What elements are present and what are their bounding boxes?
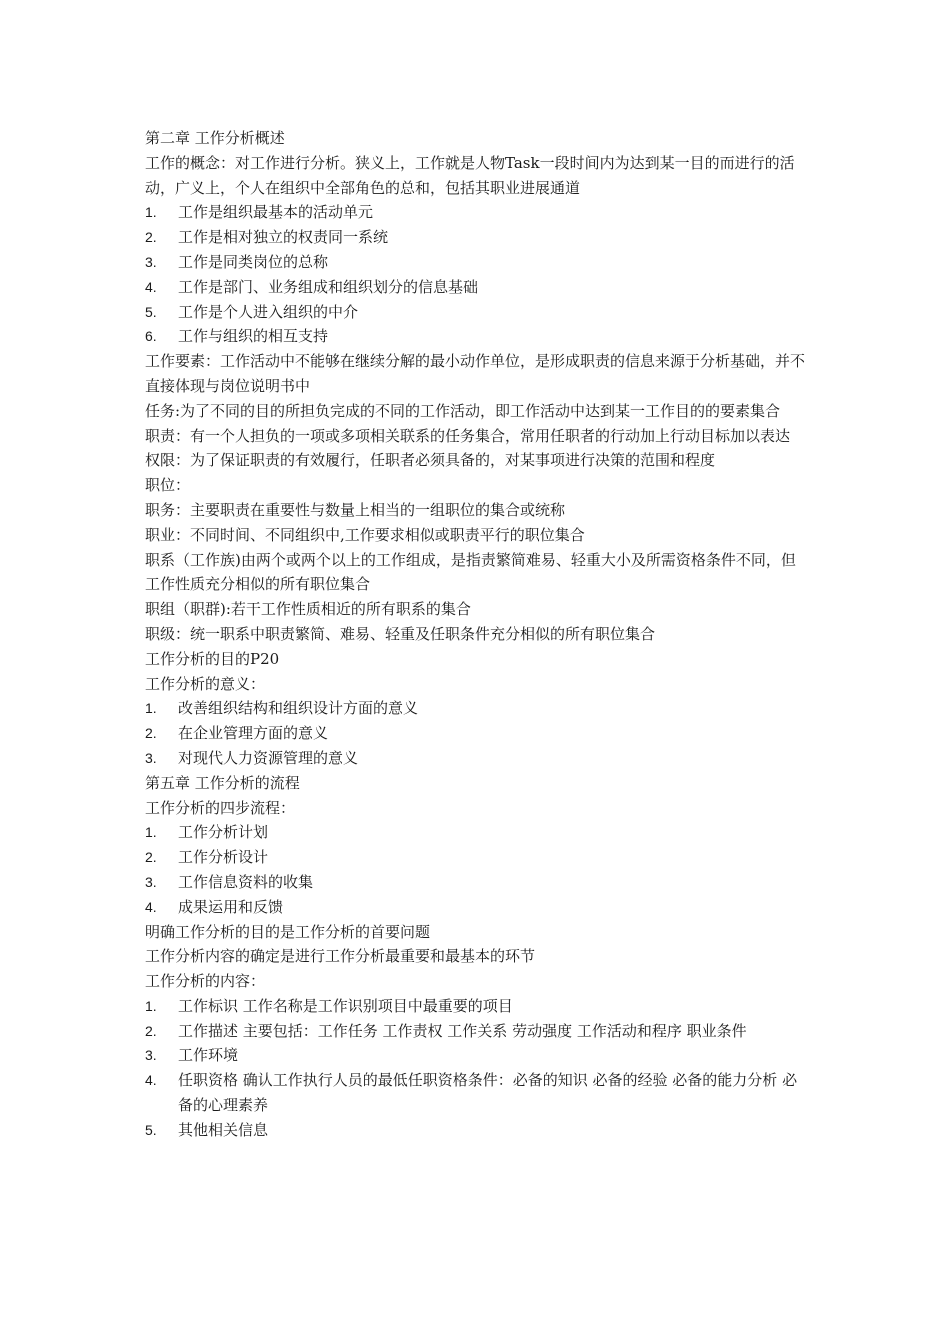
list-item: [145, 225, 810, 250]
list-item: [145, 250, 810, 275]
list-item-text: 工作环境: [178, 1046, 239, 1065]
list-item-text: 其他相关信息: [178, 1120, 269, 1139]
list-item-number: 1.: [145, 824, 157, 841]
list-item-number: 1.: [145, 700, 157, 717]
paragraph: 职业：不同时间、不同组织中,工作要求相似或职责平行的职位集合: [145, 525, 585, 544]
list-item-text: 任职资格 确认工作执行人员的最低任职资格条件：必备的知识 必备的经验 必备的能力分析 必备的心理素养: [178, 1071, 798, 1115]
list-item-number: 3.: [145, 1047, 157, 1064]
list-item: [145, 1043, 810, 1068]
list-item-number: 2.: [145, 849, 157, 866]
list-item-text: 工作分析设计: [178, 848, 269, 867]
list-item-number: 1.: [145, 997, 157, 1014]
paragraph: 职责：有一个人担负的一项或多项相关联系的任务集合，常用任职者的行动加上行动目标加以表达: [145, 426, 791, 445]
list-item: [145, 696, 810, 721]
list-item: [145, 820, 810, 845]
list-item: [145, 845, 810, 870]
list-item: [145, 324, 810, 349]
list-item-text: 在企业管理方面的意义: [178, 724, 329, 743]
list-item-text: 工作信息资料的收集: [178, 872, 314, 891]
list-item: [145, 870, 810, 895]
list-item-number: 2.: [145, 1022, 157, 1039]
list-item-number: 3.: [145, 749, 157, 766]
list-item-text: 工作分析计划: [178, 823, 269, 842]
list-item: [145, 746, 810, 771]
paragraph: 职务：主要职责在重要性与数量上相当的一组职位的集合或统称: [145, 500, 566, 519]
paragraph: 工作分析的目的P20: [145, 649, 280, 668]
list-item: [145, 1118, 810, 1143]
paragraph: 工作的概念：对工作进行分析。狭义上，工作就是人物Task一段时间内为达到某一目的而进行的活动，广义上，个人在组织中全部角色的总和，包括其职业进展通道: [145, 153, 795, 197]
list-item-number: 5.: [145, 303, 157, 320]
list-item-text: 工作是相对独立的权责同一系统: [178, 228, 389, 247]
list-item-text: 工作标识 工作名称是工作识别项目中最重要的项目: [178, 996, 513, 1015]
list-item: [145, 200, 810, 225]
list-item-number: 5.: [145, 1121, 157, 1138]
paragraph: 权限：为了保证职责的有效履行，任职者必须具备的，对某事项进行决策的范围和程度: [145, 451, 716, 470]
list-item-text: 工作是个人进入组织的中介: [178, 302, 359, 321]
paragraph: 工作分析的意义：: [145, 674, 266, 693]
list-item-number: 1.: [145, 204, 157, 221]
list-item: [145, 721, 810, 746]
paragraph: 第五章 工作分析的流程: [145, 773, 300, 792]
paragraph: 明确工作分析的目的是工作分析的首要问题: [145, 922, 431, 941]
paragraph: 第二章 工作分析概述: [145, 129, 285, 147]
paragraph: 工作分析内容的确定是进行工作分析最重要和最基本的环节: [145, 947, 536, 966]
list-item-text: 工作与组织的相互支持: [178, 327, 329, 346]
paragraph: 工作要素：工作活动中不能够在继续分解的最小动作单位，是形成职责的信息来源于分析基础，并不直接体现与岗位说明书中: [145, 352, 806, 395]
list-item-text: 工作是部门、业务组成和组织划分的信息基础: [178, 277, 479, 296]
paragraph: 工作分析的四步流程：: [145, 798, 296, 817]
list-item-text: 成果运用和反馈: [178, 897, 284, 916]
list-item: [145, 275, 810, 300]
list-item-text: 工作是同类岗位的总称: [178, 252, 329, 271]
list-item: [145, 300, 810, 325]
list-item-number: 3.: [145, 253, 157, 270]
list-item: [145, 1019, 810, 1044]
document-body: [145, 126, 810, 1143]
list-item-number: 3.: [145, 873, 157, 890]
paragraph: 职组（职群):若干工作性质相近的所有职系的集合: [145, 600, 471, 619]
list-item-number: 6.: [145, 328, 157, 345]
paragraph: 职系（工作族)由两个或两个以上的工作组成，是指责繁简难易、轻重大小及所需资格条件不同，但工作性质充分相似的所有职位集合: [145, 550, 796, 594]
list-item-number: 4.: [145, 1072, 157, 1089]
list-item: [145, 1068, 810, 1118]
list-item-text: 改善组织结构和组织设计方面的意义: [178, 699, 419, 718]
paragraph: 工作分析的内容：: [145, 972, 266, 991]
list-item-number: 2.: [145, 725, 157, 742]
list-item-number: 4.: [145, 898, 157, 915]
list-item-number: 4.: [145, 278, 157, 295]
list-item: [145, 895, 810, 920]
list-item: [145, 994, 810, 1019]
paragraph: 任务:为了不同的目的所担负完成的不同的工作活动，即工作活动中达到某一工作目的的要素集合: [145, 401, 781, 420]
list-item-number: 2.: [145, 229, 157, 246]
list-item-text: 工作描述 主要包括：工作任务 工作责权 工作关系 劳动强度 工作活动和程序 职业条件: [178, 1021, 747, 1040]
list-item-text: 工作是组织最基本的活动单元: [178, 203, 374, 222]
list-item-text: 对现代人力资源管理的意义: [178, 748, 359, 767]
paragraph: 职位：: [145, 476, 191, 495]
paragraph: 职级：统一职系中职责繁简、难易、轻重及任职条件充分相似的所有职位集合: [145, 624, 656, 643]
